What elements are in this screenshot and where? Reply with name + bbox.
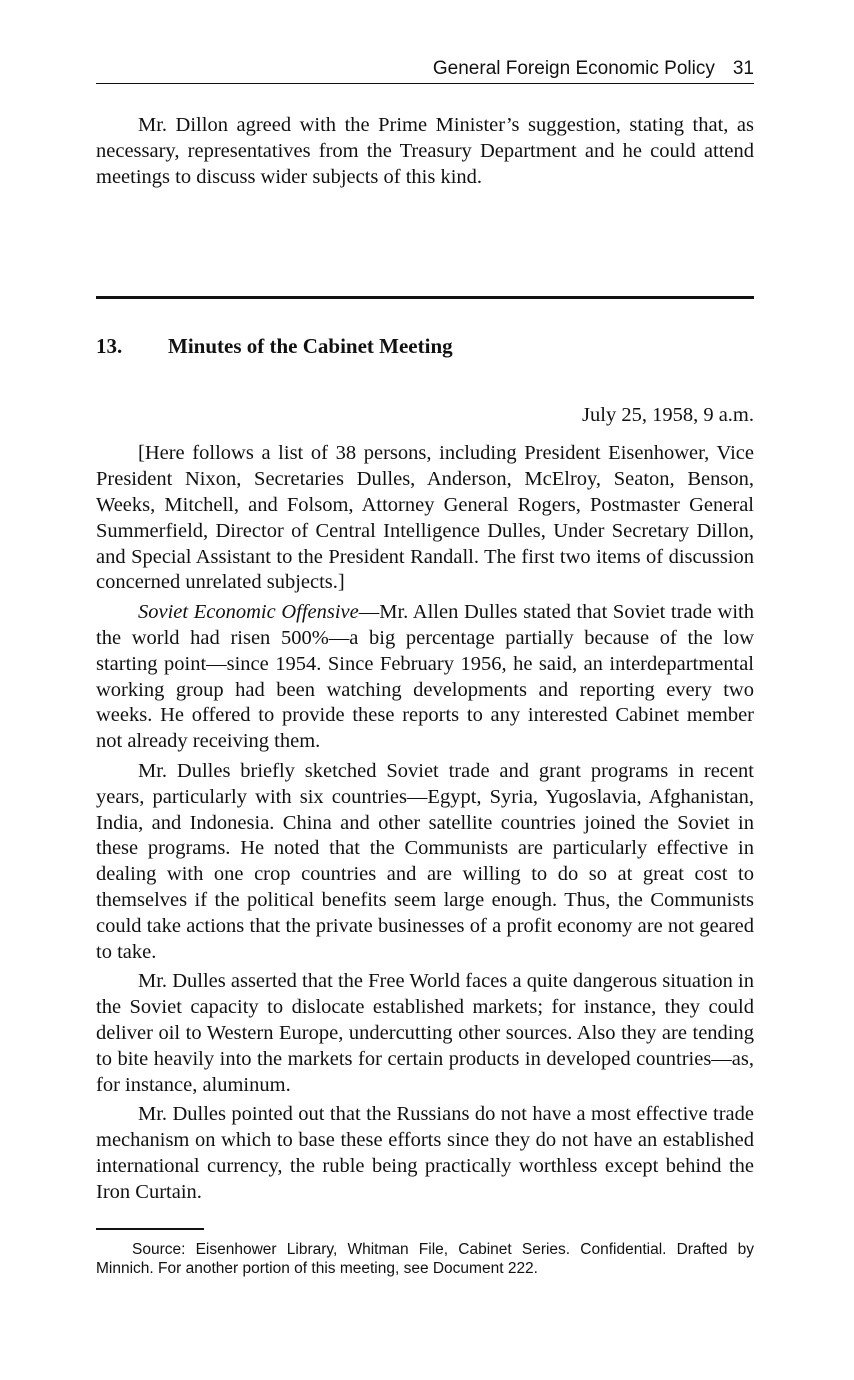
footnote-divider	[96, 1228, 204, 1230]
footnote-text: Source: Eisenhower Library, Whitman File, Cabinet Series. Confidential. Drafted by Minnich. For another portion of this meeting, see Document 222.	[96, 1240, 754, 1277]
paragraph-text: Mr. Dulles asserted that the Free World faces a quite dangerous situation in the Soviet capacity to dislocate established markets; for instance, they could deliver oil to Western Europe, undercutting other sources. Also they are tending to bite heavily into the markets for certain products in developed countries—as, for instance, aluminum.	[96, 970, 754, 1096]
paragraph-soviet-offensive	[96, 600, 754, 755]
document-number: 13.	[96, 334, 123, 359]
paragraph-text: Mr. Dulles pointed out that the Russians do not have a most effective trade mechanism on which to base these efforts since they do not have an established international currency, the ruble being practically worthless except behind the Iron Curtain.	[96, 1103, 754, 1203]
paragraph-trade-programs	[96, 759, 754, 965]
paragraph-participants	[96, 441, 754, 596]
dateline: July 25, 1958, 9 a.m.	[582, 404, 754, 427]
running-head-title: General Foreign Economic Policy	[432, 58, 715, 79]
footnote	[96, 1240, 754, 1278]
paragraph-text: —Mr. Allen Dulles stated that Soviet trade with the world had risen 500%—a big percentage partially because of the low starting point—since 1954. Since February 1956, he said, an interdepartmental working group had been watching developments and reporting every two weeks. He offered to provide these reports to any interested Cabinet member not already receiving them.	[96, 601, 754, 753]
section-divider	[96, 296, 754, 299]
page-number: 31	[732, 58, 754, 79]
document-body	[96, 441, 754, 1205]
paragraph-text: Mr. Dulles briefly sketched Soviet trade and grant programs in recent years, particularly with six countries—Egypt, Syria, Yugoslavia, Afghanistan, India, and Indonesia. China and other satellite countries joined the Soviet in these programs. He noted that the Communists are particularly effective in dealing with one crop countries and are willing to do so at great cost to themselves if the political benefits seem large enough. Thus, the Communists could take actions that the private businesses of a profit economy are not geared to take.	[96, 759, 754, 963]
document-title: Minutes of the Cabinet Meeting	[168, 334, 453, 359]
page	[96, 58, 754, 1278]
intro-paragraph: Mr. Dillon agreed with the Prime Minister’s suggestion, stating that, as necessary, representatives from the Treasury Department and he could attend meetings to discuss wider subjects of this kind.	[96, 114, 754, 188]
paragraph-text: [Here follows a list of 38 persons, including President Eisenhower, Vice President Nixon, Secretaries Dulles, Anderson, McElroy, Seaton, Benson, Weeks, Mitchell, and Folsom, Attorney General Rogers, Postmaster General Summerfield, Director of Central Intelligence Dulles, Under Secretary Dillon, and Special Assistant to the President Randall. The first two items of discussion concerned unrelated subjects.]	[96, 442, 754, 594]
subject-heading: Soviet Economic Offensive	[138, 601, 359, 624]
running-head	[96, 58, 754, 84]
document-heading	[96, 334, 754, 359]
paragraph-free-world	[96, 969, 754, 1098]
paragraph-trade-mechanism	[96, 1102, 754, 1205]
